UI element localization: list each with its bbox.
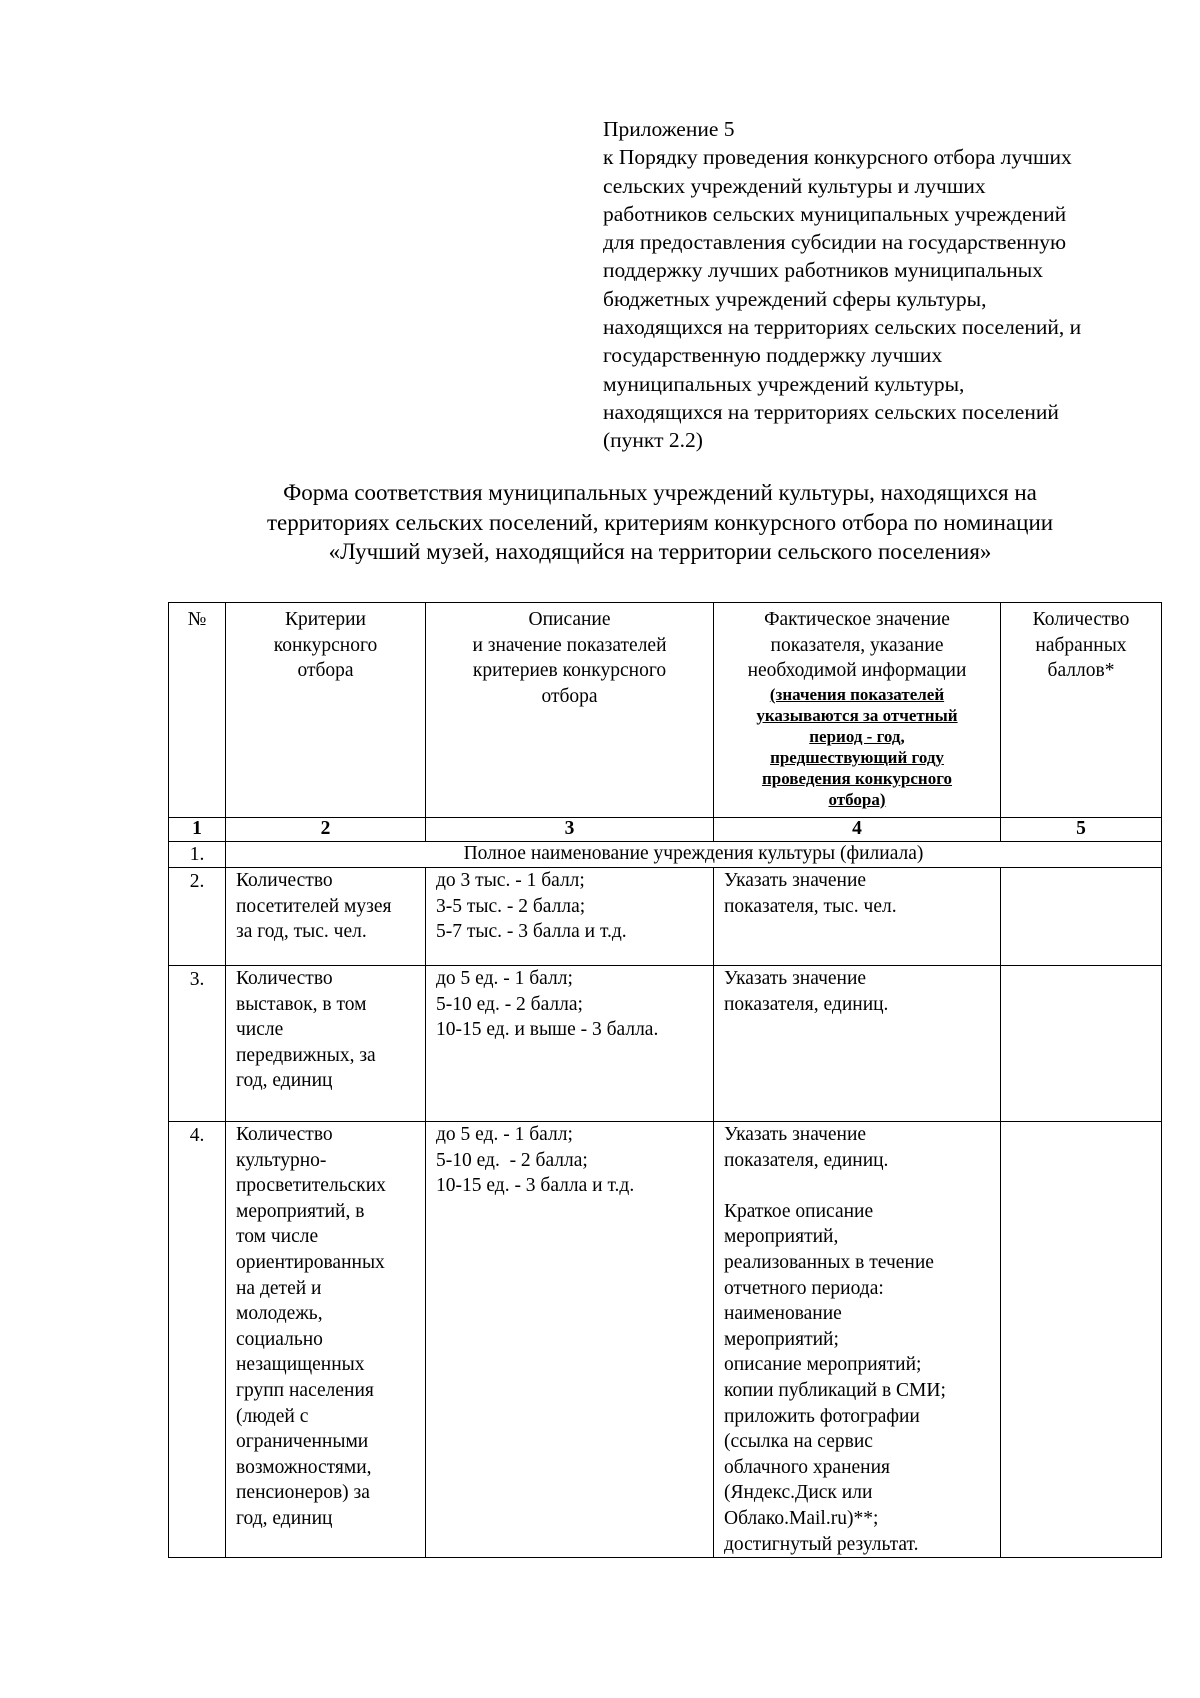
title-line: территориях сельских поселений, критериям конкурсного отбора по номинации xyxy=(266,509,1054,535)
header-text: Критерии xyxy=(285,609,366,630)
cell-line: за год, тыс. чел. xyxy=(236,921,367,943)
form-title xyxy=(130,478,1190,567)
cell-line: передвижных, за xyxy=(236,1044,376,1066)
cell-line: Указать значение xyxy=(724,968,867,989)
appendix-line: находящихся на территориях сельских поселений xyxy=(603,399,1059,424)
column-number: 2 xyxy=(226,818,426,842)
appendix-line: муниципальных учреждений культуры, xyxy=(603,371,965,396)
column-number: 4 xyxy=(714,818,1001,842)
cell-line: Облако.Mail.ru)**; xyxy=(724,1507,879,1529)
cell-line: возможностями, xyxy=(236,1456,372,1478)
cell-line: ориентированных xyxy=(236,1251,385,1273)
description-cell xyxy=(426,966,714,1122)
score-cell xyxy=(1001,1122,1162,1558)
description-cell xyxy=(426,1122,714,1558)
cell-line: просветительских xyxy=(236,1175,386,1197)
header-text: показателя, указание xyxy=(770,634,944,656)
header-score xyxy=(1001,603,1162,818)
title-line: Форма соответствия муниципальных учреждений культуры, находящихся на xyxy=(283,480,1037,505)
header-text: отбора xyxy=(541,685,598,707)
cell-line: 5-10 ед. - 2 балла; xyxy=(436,1149,588,1171)
column-numbers-row xyxy=(169,818,1162,842)
cell-line: мероприятий; xyxy=(724,1328,839,1350)
table-row xyxy=(169,842,1162,868)
cell-line: показателя, тыс. чел. xyxy=(724,895,897,917)
cell-line: до 5 ед. - 1 балл; xyxy=(436,968,573,989)
criteria-cell xyxy=(226,1122,426,1558)
cell-line: Указать значение xyxy=(724,1124,867,1145)
header-note-line: предшествующий году xyxy=(770,747,944,767)
header-criteria xyxy=(226,603,426,818)
table-row xyxy=(169,868,1162,966)
cell-line: на детей и xyxy=(236,1277,322,1299)
cell-line: достигнутый результат. xyxy=(724,1533,919,1555)
header-note xyxy=(714,684,1000,810)
header-text: конкурсного xyxy=(273,634,378,656)
column-number: 1 xyxy=(169,818,226,842)
cell-line: реализованных в течение xyxy=(724,1251,934,1273)
cell-line: год, единиц xyxy=(236,1507,333,1529)
cell-line: Количество xyxy=(236,968,333,989)
cell-line: ограниченными xyxy=(236,1431,369,1453)
cell-line: числе xyxy=(236,1019,284,1041)
appendix-line: к Порядку проведения конкурсного отбора лучших xyxy=(603,145,1072,170)
criteria-cell xyxy=(226,868,426,966)
cell-line: (ссылка на сервис xyxy=(724,1431,873,1453)
cell-line: Количество xyxy=(236,1124,333,1145)
cell-line: культурно- xyxy=(236,1149,327,1171)
header-note-line: указываются за отчетный xyxy=(756,705,958,725)
cell-line: облачного хранения xyxy=(724,1456,891,1478)
header-text: Фактическое значение xyxy=(764,609,950,630)
cell-line: Краткое описание xyxy=(724,1200,874,1222)
appendix-line: работников сельских муниципальных учреждений xyxy=(603,201,1067,226)
header-text: Описание xyxy=(528,609,611,630)
cell-line: показателя, единиц. xyxy=(724,993,889,1015)
appendix-line: (пункт 2.2) xyxy=(603,428,703,453)
cell-line: 5-10 ед. - 2 балла; xyxy=(436,993,583,1015)
cell-line: том числе xyxy=(236,1226,319,1248)
cell-line: выставок, в том xyxy=(236,993,367,1015)
header-number xyxy=(169,603,226,818)
cell-line: незащищенных xyxy=(236,1354,365,1376)
cell-line: до 5 ед. - 1 балл; xyxy=(436,1124,573,1145)
row-number: 2. xyxy=(169,868,226,966)
actual-value-cell xyxy=(714,868,1001,966)
header-description xyxy=(426,603,714,818)
cell-line: показателя, единиц. xyxy=(724,1149,889,1171)
cell-line: описание мероприятий; xyxy=(724,1354,922,1376)
cell-line: мероприятий, xyxy=(724,1226,839,1248)
criteria-cell xyxy=(226,966,426,1122)
cell-line: до 3 тыс. - 1 балл; xyxy=(436,870,585,891)
spacer xyxy=(724,1173,998,1199)
cell-line: посетителей музея xyxy=(236,895,392,917)
row-number: 1. xyxy=(169,842,226,868)
cell-line: копии публикаций в СМИ; xyxy=(724,1379,946,1401)
description-cell xyxy=(426,868,714,966)
cell-line: год, единиц xyxy=(236,1070,333,1092)
header-text: баллов* xyxy=(1047,660,1115,682)
header-note-line: отбора) xyxy=(828,789,886,809)
cell-line: Указать значение xyxy=(724,870,867,891)
header-text: № xyxy=(187,609,207,630)
table-row xyxy=(169,966,1162,1122)
header-actual-value xyxy=(714,603,1001,818)
actual-value-cell xyxy=(714,966,1001,1122)
cell-line: отчетного периода: xyxy=(724,1277,884,1299)
cell-line: наименование xyxy=(724,1303,842,1325)
cell-line: 10-15 ед. и выше - 3 балла. xyxy=(436,1019,659,1041)
cell-line: 3-5 тыс. - 2 балла; xyxy=(436,895,586,917)
table-row xyxy=(169,1122,1162,1558)
cell-line: мероприятий, в xyxy=(236,1200,365,1222)
appendix-line: находящихся на территориях сельских поселений, и xyxy=(603,315,1082,340)
header-text: и значение показателей xyxy=(472,634,667,656)
cell-line: социально xyxy=(236,1328,323,1350)
header-text: Количество xyxy=(1032,609,1130,630)
cell-line: 10-15 ед. - 3 балла и т.д. xyxy=(436,1175,635,1197)
cell-line: (людей с xyxy=(236,1405,309,1427)
cell-line: приложить фотографии xyxy=(724,1405,920,1427)
cell-line: (Яндекс.Диск или xyxy=(724,1482,873,1504)
cell-line: групп населения xyxy=(236,1379,374,1401)
row-number: 3. xyxy=(169,966,226,1122)
cell-line: пенсионеров) за xyxy=(236,1482,370,1504)
appendix-line: сельских учреждений культуры и лучших xyxy=(603,173,986,198)
appendix-line: для предоставления субсидии на государственную xyxy=(603,230,1067,255)
appendix-line: поддержку лучших работников муниципальных xyxy=(603,258,1043,283)
header-text: отбора xyxy=(297,660,354,682)
header-text: критериев конкурсного xyxy=(472,660,667,682)
header-text: необходимой информации xyxy=(747,660,967,682)
criteria-table xyxy=(168,602,1162,1558)
title-line: «Лучший музей, находящийся на территории сельского поселения» xyxy=(328,539,992,564)
row-number: 4. xyxy=(169,1122,226,1558)
appendix-line: государственную поддержку лучших xyxy=(603,343,943,368)
cell-line: 5-7 тыс. - 3 балла и т.д. xyxy=(436,921,627,943)
table-header-row xyxy=(169,603,1162,818)
appendix-line: Приложение 5 xyxy=(603,117,735,141)
institution-name-cell: Полное наименование учреждения культуры (филиала) xyxy=(226,842,1162,868)
appendix-block xyxy=(603,115,1163,455)
appendix-line: бюджетных учреждений сферы культуры, xyxy=(603,286,987,311)
score-cell xyxy=(1001,966,1162,1122)
actual-value-cell xyxy=(714,1122,1001,1558)
header-text: набранных xyxy=(1035,634,1127,656)
column-number: 3 xyxy=(426,818,714,842)
cell-line: Количество xyxy=(236,870,333,891)
header-note-line: проведения конкурсного xyxy=(761,768,953,788)
header-note-line: (значения показателей xyxy=(769,684,945,704)
column-number: 5 xyxy=(1001,818,1162,842)
header-note-line: период - год, xyxy=(809,726,905,746)
cell-line: молодежь, xyxy=(236,1303,323,1325)
score-cell xyxy=(1001,868,1162,966)
